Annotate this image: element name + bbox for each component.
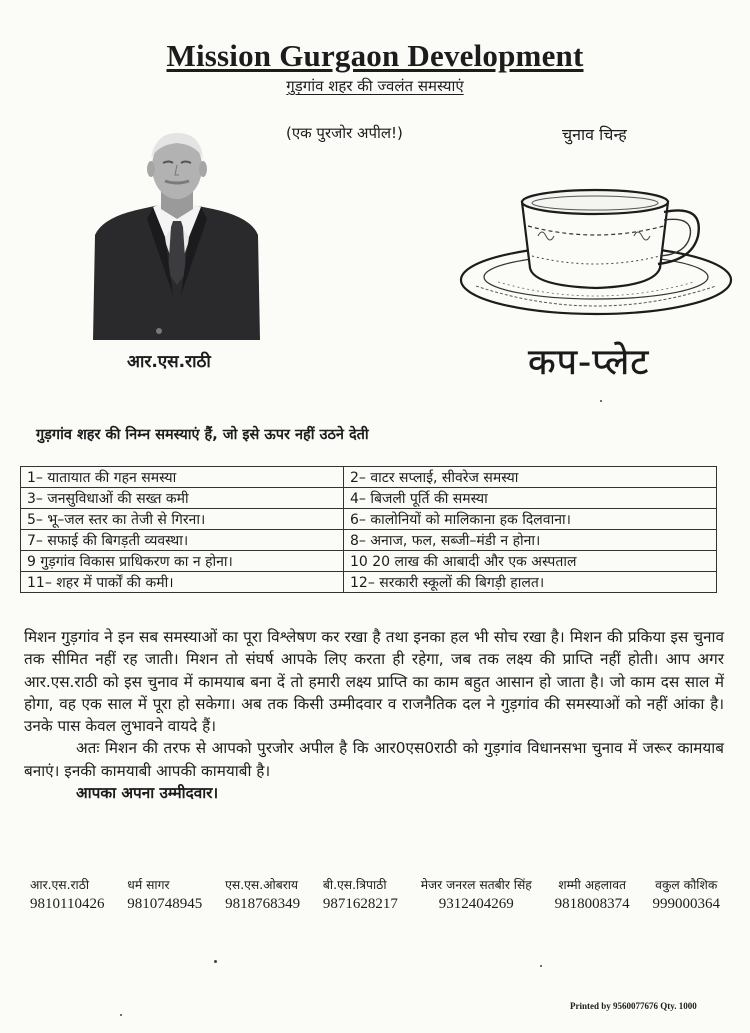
member-phone: 9810748945 <box>127 896 203 912</box>
election-symbol-name: कप-प्लेट <box>528 342 650 383</box>
table-row <box>21 488 717 509</box>
scan-speck <box>214 960 217 963</box>
page-title: Mission Gurgaon Development <box>166 38 584 73</box>
member-phone: 9312404269 <box>438 896 514 912</box>
member-name: आर.एस.राठी <box>30 878 90 892</box>
member-name: बी.एस.त्रिपाठी <box>322 878 387 892</box>
member-contact <box>323 876 398 913</box>
member-name: एस.एस.ओबराय <box>225 878 299 892</box>
table-row <box>21 530 717 551</box>
closing-line: आपका अपना उम्मीदवार। <box>76 784 219 803</box>
member-phone: 9818008374 <box>554 896 630 912</box>
scan-speck <box>540 965 542 967</box>
table-row <box>21 551 717 572</box>
member-contact <box>225 876 300 913</box>
candidate-name: आर.एस.राठी <box>127 352 211 372</box>
member-name: वकुल कौशिक <box>655 878 718 892</box>
member-contact <box>652 876 720 913</box>
problem-item: 9 गुड़गांव विकास प्राधिकरण का न होना। <box>21 551 344 572</box>
member-contact <box>127 876 202 913</box>
body-paragraph: अतः मिशन की तरफ से आपको पुरजोर अपील है कि आर0एस0राठी को गुड़गांव विधानसभा चुनाव में जरूर कामयाब बनाएं। इनकी कामयाबी आपकी कामयाबी है। <box>24 739 724 780</box>
body-paragraph: मिशन गुड़गांव ने इन सब समस्याओं का पूरा विश्लेषण कर रखा है तथा इनका हल भी सोच रखा है। मिशन की प्रकिया इस चुनाव तक सीमित नहीं रह जाती। मिशन तो संघर्ष आपके लिए करता ही रहेगा, जब तक लक्ष्य की प्राप्ति नहीं होती। आप अगर आर.एस.राठी को इस चुनाव में कामयाब बना दें तो हमारी लक्ष्य प्राप्ति का काम बहुत आसान हो जाता है। जो काम दस साल में होगा, वह एक साल में पूरा हो सकेगा। अब तक किसी उम्मीदवार व राजनैतिक दल ने गुड़गांव की समस्याओं को नहीं आंका है। उनके पास केवल लुभावने वायदे हैं। <box>24 628 724 736</box>
problem-item: 5– भू–जल स्तर का तेजी से गिरना। <box>21 509 344 530</box>
problems-intro: गुड़गांव शहर की निम्न समस्याएं हैं, जो इसे ऊपर नहीं उठने देती <box>36 427 369 443</box>
member-contact <box>30 876 104 913</box>
member-name: मेजर जनरल सतबीर सिंह <box>420 878 532 892</box>
problem-item: 3– जनसुविधाओं की सख्त कमी <box>21 488 344 509</box>
problem-item: 1– यातायात की गहन समस्या <box>21 467 344 488</box>
page-subtitle: गुड़गांव शहर की ज्वलंत समस्याएं <box>286 77 464 95</box>
problem-item: 4– बिजली पूर्ति की समस्या <box>344 488 717 509</box>
printer-info: Printed by 9560077676 Qty. 1000 <box>570 1001 697 1011</box>
problem-item: 7– सफाई की बिगड़ती व्यवस्था। <box>21 530 344 551</box>
member-name: शम्मी अहलावत <box>558 878 627 892</box>
cup-plate-icon <box>458 178 734 328</box>
problem-item: 11– शहर में पार्कों की कमी। <box>21 572 344 593</box>
table-row <box>21 467 717 488</box>
member-phone: 9818768349 <box>225 896 301 912</box>
member-contact <box>555 876 630 913</box>
appeal-text: (एक पुरजोर अपील!) <box>286 124 403 142</box>
problems-table <box>20 466 717 593</box>
problem-item: 2– वाटर सप्लाई, सीवरेज समस्या <box>344 467 717 488</box>
member-name: धर्म सागर <box>127 878 170 892</box>
appeal-body <box>24 626 724 804</box>
problem-item: 6– कालोनियों को मालिकाना हक दिलवाना। <box>344 509 717 530</box>
problem-item: 10 20 लाख की आबादी और एक अस्पताल <box>344 551 717 572</box>
member-phone: 9810110426 <box>30 896 105 912</box>
election-symbol-label: चुनाव चिन्ह <box>562 125 627 144</box>
member-phone: 9871628217 <box>322 896 398 912</box>
member-phone: 999000364 <box>652 896 720 912</box>
table-row <box>21 509 717 530</box>
candidate-photo <box>93 125 260 340</box>
scan-speck <box>600 400 602 402</box>
table-row <box>21 572 717 593</box>
members-list <box>30 876 720 913</box>
scan-speck <box>120 1014 122 1016</box>
problem-item: 8– अनाज, फल, सब्जी–मंडी न होना। <box>344 530 717 551</box>
member-contact <box>421 876 532 913</box>
problem-item: 12– सरकारी स्कूलों की बिगड़ी हालत। <box>344 572 717 593</box>
